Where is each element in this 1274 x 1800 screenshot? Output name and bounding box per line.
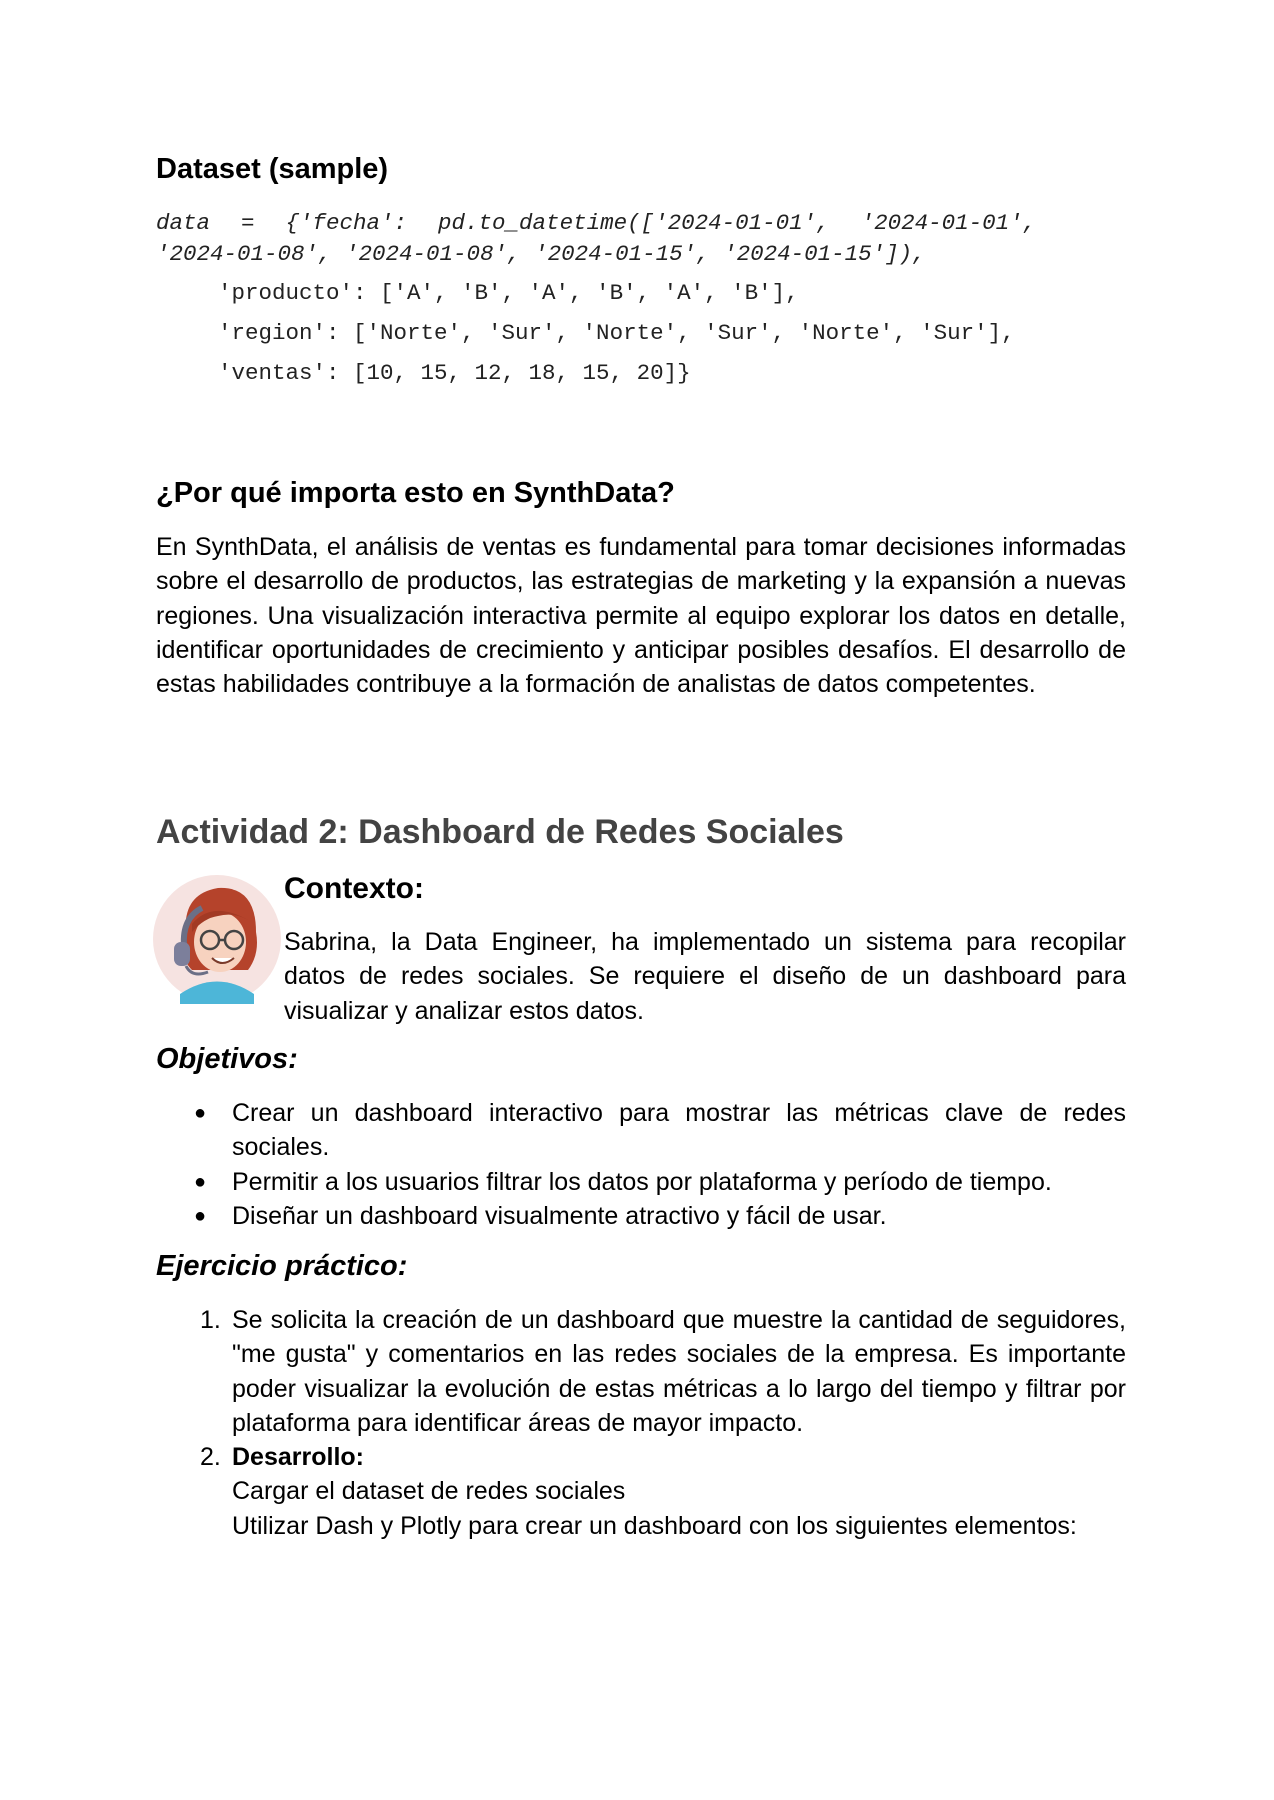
context-title: Contexto: <box>284 872 424 905</box>
sabrina-avatar-image <box>152 874 282 1004</box>
activity-title: Actividad 2: Dashboard de Redes Sociales <box>156 813 844 851</box>
list-item <box>156 1440 1126 1543</box>
code-line: 'ventas': [10, 15, 12, 18, 15, 20]} <box>218 360 691 386</box>
bullet-marker: ● <box>194 1170 207 1193</box>
step-number: 2. <box>200 1443 221 1472</box>
step-heading: Desarrollo: <box>232 1443 364 1472</box>
step-number: 1. <box>200 1306 221 1334</box>
step-line: Cargar el dataset de redes sociales <box>232 1477 626 1506</box>
why-paragraph: En SynthData, el análisis de ventas es fundamental para tomar decisiones informadas sobre el desarrollo de productos, las estrategias de marketing y la expansión a nuevas regiones. Una visualización interactiva permite al equipo explorar los datos en detalle, identificar oportunidades de crecimiento y anticipar posibles desafíos. El desarrollo de estas habilidades contribuye a la formación de analistas de datos competentes. <box>156 533 1126 699</box>
dataset-title: Dataset (sample) <box>156 153 389 185</box>
context-paragraph: Sabrina, la Data Engineer, ha implementado un sistema para recopilar datos de redes sociales. Se requiere el diseño de un dashboard para visualizar y analizar estos datos. <box>284 928 1126 1025</box>
code-line: '2024-01-08', '2024-01-08', '2024-01-15', '2024-01-15']), <box>156 241 926 267</box>
exercise-title: Ejercicio práctico: <box>156 1250 408 1282</box>
objectives-list <box>156 1096 1126 1233</box>
code-line: 'region': ['Norte', 'Sur', 'Norte', 'Sur', 'Norte', 'Sur'], <box>218 320 1015 346</box>
bullet-marker: ● <box>194 1102 207 1124</box>
objective-text: Crear un dashboard interactivo para mostrar las métricas clave de redes sociales. <box>232 1099 1126 1162</box>
list-item <box>156 1199 1126 1233</box>
exercise-steps-list <box>156 1303 1126 1543</box>
list-item <box>156 1096 1126 1165</box>
step-text: Se solicita la creación de un dashboard que muestre la cantidad de seguidores, "me gusta" y comentarios en las redes sociales de la empresa. Es importante poder visualizar la evolución de estas métricas a lo largo del tiempo y filtrar por plataforma para identificar áreas de mayor impacto. <box>232 1306 1126 1437</box>
objectives-title: Objetivos: <box>156 1043 298 1075</box>
why-title: ¿Por qué importa esto en SynthData? <box>156 477 675 509</box>
list-item <box>156 1303 1126 1440</box>
bullet-marker: ● <box>194 1204 207 1227</box>
step-line: Utilizar Dash y Plotly para crear un dashboard con los siguientes elementos: <box>232 1511 1077 1540</box>
code-line: 'producto': ['A', 'B', 'A', 'B', 'A', 'B'], <box>218 280 799 306</box>
objective-text: Diseñar un dashboard visualmente atractivo y fácil de usar. <box>232 1201 887 1230</box>
list-item <box>156 1165 1126 1199</box>
code-line: data = {'fecha': pd.to_datetime(['2024-01-01', '2024-01-01', <box>156 210 1037 236</box>
objective-text: Permitir a los usuarios filtrar los datos por plataforma y período de tiempo. <box>232 1167 1052 1196</box>
